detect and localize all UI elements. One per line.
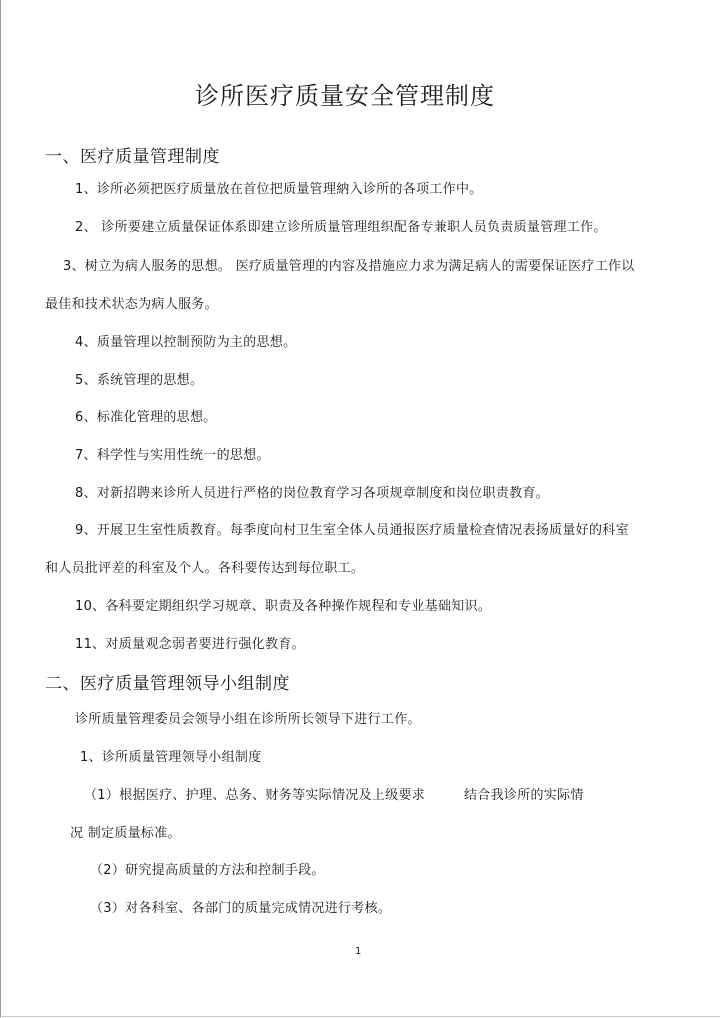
section-1-item-5: 5、系统管理的思想。 [75,373,204,388]
section-1-item-6: 6、标准化管理的思想。 [75,410,217,425]
section-2-item-1-cont: 况 制定质量标准。 [70,826,181,841]
section-2-heading: 二、医疗质量管理领导小组制度 [45,674,290,694]
page-number: 1 [355,946,362,957]
document-title: 诊所医疗质量安全管理制度 [195,82,495,110]
section-1-item-3-cont: 最佳和技术状态为病人服务。 [45,297,218,312]
section-1-item-9: 9、开展卫生室性质教育。每季度向村卫生室全体人员通报医疗质量检查情况表扬质量好的科室 [75,523,629,538]
section-2-item-1-tail: 结合我诊所的实际情 [464,788,584,803]
section-1-item-4: 4、质量管理以控制预防为主的思想。 [75,335,297,350]
section-2-item-2: （2）研究提高质量的方法和控制手段。 [90,863,325,878]
section-2-item-3: （3）对各科室、各部门的质量完成情况进行考核。 [90,901,392,916]
section-1-item-8: 8、对新招聘来诊所人员进行严格的岗位教育学习各项规章制度和岗位职责教育。 [75,486,550,501]
section-1-item-3: 3、树立为病人服务的思想。 医疗质量管理的内容及措施应力求为满足病人的需要保证医疗工作以 [63,259,635,274]
section-1-item-11: 11、对质量观念弱者要进行强化教育。 [75,637,305,652]
section-1-item-10: 10、各科要定期组织学习规章、职责及各种操作规程和专业基础知识。 [75,599,492,614]
section-2-sub-1: 1、诊所质量管理领导小组制度 [80,750,262,765]
section-1-item-1: 1、诊所必须把医疗质量放在首位把质量管理納入诊所的各项工作中。 [75,182,483,197]
section-1-item-9-cont: 和人员批评差的科室及个人。各科要传达到每位职工。 [45,561,365,576]
section-1-item-2: 2、 诊所要建立质量保证体系即建立诊所质量管理组织配备专兼职人员负责质量管理工作。 [75,220,607,235]
page-bottom-edge [0,1016,720,1017]
section-2-intro: 诊所质量管理委员会领导小组在诊所所长领导下进行工作。 [75,712,421,727]
section-1-heading: 一、医疗质量管理制度 [45,147,220,167]
page-left-edge [0,0,1,1018]
section-2-item-1: （1）根据医疗、护理、总务、财务等实际情况及上级要求 [84,788,426,803]
section-1-item-7: 7、科学性与实用性统一的思想。 [75,448,270,463]
